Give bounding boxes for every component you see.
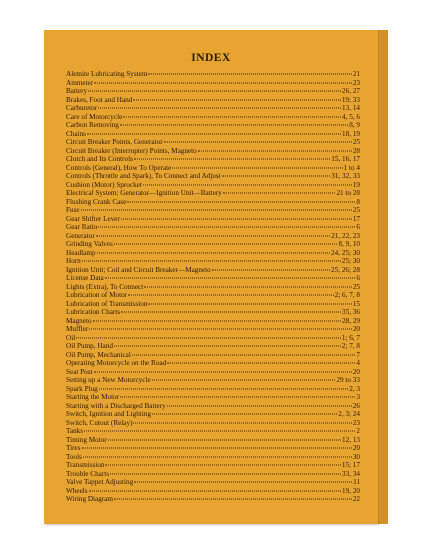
dot-leader	[89, 490, 341, 491]
index-entry-pages: 29 to 33	[336, 376, 360, 384]
dot-leader	[212, 269, 330, 270]
index-entry	[66, 478, 360, 487]
index-entry-label: Lubrication Charts	[66, 308, 121, 316]
index-entry-pages: 21, 22, 23	[331, 231, 360, 240]
index-entry-label: Controls (General), How To Operate	[66, 163, 172, 172]
index-entry-label: Lights (Extra), To Connect	[66, 282, 144, 291]
index-entry-label: License Data	[66, 274, 104, 282]
index-entry-pages: 25; 30	[341, 257, 360, 265]
index-entry-pages: 35, 36	[342, 308, 360, 316]
index-entry	[66, 113, 360, 122]
dot-leader	[108, 439, 341, 440]
index-entry	[66, 359, 360, 368]
index-entry-label: Transmission	[66, 461, 105, 469]
index-entry	[66, 342, 360, 351]
dot-leader	[152, 414, 337, 415]
index-entry	[66, 240, 360, 249]
index-entry-pages: 3	[356, 393, 360, 401]
index-entry	[66, 172, 360, 181]
index-entry-label: Controls (Throttle and Spark), To Connect and Adjust	[66, 172, 221, 180]
index-entry-label: Horn	[66, 257, 81, 265]
index-entry-label: Carburetor	[66, 104, 98, 112]
index-entry-label: Operating Motorcycle on the Road	[66, 359, 167, 367]
index-entry-pages: 20	[352, 325, 360, 333]
index-entry	[66, 402, 360, 411]
index-entry	[66, 104, 360, 113]
index-entry-pages: 15	[352, 299, 360, 308]
index-entry-label: Grinding Valves	[66, 240, 113, 248]
index-entry-label: Electrical System; Generator—Ignition Unit—Battery	[66, 189, 222, 197]
index-entry	[66, 87, 360, 96]
dot-leader	[143, 184, 352, 185]
index-entry-pages: 12, 13	[342, 435, 360, 444]
index-entry-label: Oil Pump, Mechanical	[66, 350, 131, 359]
index-entry	[66, 351, 360, 360]
index-entry-pages: 25	[352, 282, 360, 291]
index-entry	[66, 427, 360, 436]
index-entry-label: Fuse	[66, 206, 80, 214]
index-entry-pages: 30	[352, 452, 360, 461]
index-entry-label: Circuit Breaker (Interrupter) Points, Magneto	[66, 146, 197, 155]
dot-leader	[148, 74, 351, 75]
index-entry-label: Tires	[66, 444, 81, 452]
index-entry-pages: 20	[352, 367, 360, 376]
index-entry-label: Brakes, Foot and Hand	[66, 95, 133, 104]
index-entry-pages: 31, 32, 33	[331, 172, 360, 180]
dot-leader	[144, 286, 352, 287]
dot-leader	[84, 431, 355, 432]
dot-leader	[81, 210, 352, 211]
index-entry	[66, 410, 360, 419]
dot-leader	[123, 116, 341, 117]
index-entry-label: Flushing Crank Case	[66, 197, 127, 206]
dot-leader	[152, 380, 336, 381]
index-entry	[66, 164, 360, 173]
index-page	[44, 30, 378, 524]
index-entry-label: Carbon Removing	[66, 121, 119, 129]
index-entry-label: Circuit Breaker Points, Generator	[66, 138, 163, 146]
index-entry-label: Tools	[66, 452, 82, 461]
dot-leader	[167, 405, 352, 406]
dot-leader	[87, 133, 341, 134]
index-entry	[66, 79, 360, 88]
index-entry-label: Clutch and Its Controls	[66, 155, 133, 163]
index-entry	[66, 453, 360, 462]
index-entry	[66, 436, 360, 445]
dot-leader	[82, 448, 352, 449]
dot-leader	[93, 320, 341, 321]
dot-leader	[82, 261, 341, 262]
dot-leader	[98, 108, 341, 109]
index-entry	[66, 223, 360, 232]
index-entry	[66, 274, 360, 283]
index-entry-pages: 2; 7, 8	[341, 342, 360, 350]
index-entry-label: Lubrication of Motor	[66, 291, 128, 299]
index-entry	[66, 249, 360, 258]
index-entry-label: Gear Ratio	[66, 223, 98, 231]
index-entry-pages: 25, 26; 28	[331, 265, 360, 274]
index-entry-pages: 11	[353, 478, 360, 486]
index-entry	[66, 130, 360, 139]
index-entry-label: Gear Shifter Lever	[66, 214, 120, 223]
dot-leader	[89, 329, 352, 330]
index-entry-pages: 17	[352, 214, 360, 223]
dot-leader	[127, 201, 355, 202]
index-entry-label: Starting with a Discharged Battery	[66, 401, 166, 410]
index-entry-label: Magneto	[66, 316, 92, 325]
index-entry-pages: 13, 14	[342, 104, 360, 112]
index-entry	[66, 368, 360, 377]
index-entry	[66, 189, 360, 198]
index-entry-pages: 21	[352, 70, 360, 78]
index-entry	[66, 308, 360, 317]
dot-leader	[134, 482, 352, 483]
index-entry-pages: 25	[352, 206, 360, 214]
dot-leader	[105, 278, 356, 279]
dot-leader	[121, 312, 341, 313]
index-entry	[66, 181, 360, 190]
index-entry	[66, 232, 360, 241]
dot-leader	[132, 354, 356, 355]
index-entry	[66, 495, 360, 504]
index-entry	[66, 487, 360, 496]
index-entry-pages: 8	[356, 197, 360, 206]
index-entry-label: Trouble Charts	[66, 469, 110, 478]
index-entry-label: Generator	[66, 231, 95, 240]
dot-leader	[94, 371, 352, 372]
index-entry	[66, 155, 360, 164]
dot-leader	[223, 193, 336, 194]
dot-leader	[164, 142, 352, 143]
index-entry	[66, 300, 360, 309]
dot-leader	[148, 303, 351, 304]
dot-leader	[76, 337, 341, 338]
index-entry-pages: 7	[356, 350, 360, 359]
index-entry-label: Switch, Cutout (Relay)	[66, 418, 133, 427]
dot-leader	[105, 465, 340, 466]
index-entry-pages: 8, 9, 10	[338, 240, 360, 248]
index-entry-label: Care of Motorcycle	[66, 112, 123, 121]
index-entry	[66, 70, 360, 79]
dot-leader	[120, 125, 348, 126]
index-entry	[66, 198, 360, 207]
index-entry	[66, 215, 360, 224]
index-entry	[66, 385, 360, 394]
index-entry-label: Oil Pump, Hand	[66, 342, 113, 350]
index-entry-pages: 19, 20	[342, 486, 360, 495]
index-entry-label: Ammeter	[66, 78, 94, 87]
index-entry-label: Ignition Unit; Coil and Circuit Breaker—Magneto	[66, 265, 211, 274]
index-entry-label: Battery	[66, 87, 88, 95]
dot-leader	[114, 346, 341, 347]
index-entry-label: Valve Tappet Adjusting	[66, 478, 134, 486]
page-title: INDEX	[191, 52, 231, 64]
index-entry-pages: 23	[352, 418, 360, 427]
dot-leader	[99, 388, 348, 389]
index-entry-pages: 33, 34	[342, 469, 360, 478]
index-entry-pages: 19; 33	[341, 95, 360, 104]
index-entry-label: Timing Motor	[66, 435, 107, 444]
index-entry	[66, 138, 360, 147]
index-entry	[66, 444, 360, 453]
index-entry-pages: 4	[356, 359, 360, 367]
index-entry	[66, 376, 360, 385]
dot-leader	[134, 159, 330, 160]
index-entry	[66, 325, 360, 334]
index-entry-pages: 2, 3	[349, 384, 360, 393]
index-entry-pages: 4, 5, 6	[342, 112, 360, 121]
dot-leader	[94, 82, 352, 83]
index-entry-label: Switch, Ignition and Lighting	[66, 410, 152, 418]
dot-leader	[198, 150, 352, 151]
index-entry-pages: 28	[352, 146, 360, 155]
dot-leader	[83, 456, 352, 457]
index-entry	[66, 470, 360, 479]
index-entry-label: Wheels	[66, 486, 88, 495]
index-entry-pages: 26, 27	[342, 87, 360, 95]
index-entry-pages: 19	[352, 180, 360, 189]
index-entry-label: Lubrication of Transmission	[66, 299, 148, 308]
index-entry	[66, 121, 360, 130]
index-entry-label: Seat Post	[66, 367, 93, 376]
index-entry	[66, 334, 360, 343]
index-entry-pages: 25	[352, 138, 360, 146]
index-entry	[66, 283, 360, 292]
index-entry	[66, 147, 360, 156]
dot-leader	[88, 91, 341, 92]
index-entry-label: Muffler	[66, 325, 89, 333]
dot-leader	[133, 99, 341, 100]
page-edge	[378, 30, 388, 524]
dot-leader	[97, 252, 331, 253]
index-entry-label: Setting up a New Motorcycle	[66, 376, 151, 384]
index-entry-pages: 8, 9	[349, 121, 360, 129]
index-entry-pages: 22	[352, 495, 360, 503]
index-entry	[66, 257, 360, 266]
index-entry-pages: 23	[352, 78, 360, 87]
index-entry	[66, 317, 360, 326]
index-entry-pages: 2, 3; 24	[338, 410, 360, 418]
index-entry-label: Wiring Diagram	[66, 495, 114, 503]
index-entry-pages: 28, 29	[342, 316, 360, 325]
dot-leader	[120, 397, 355, 398]
index-entry-label: Tanks	[66, 427, 84, 435]
index-entry-pages: 21 to 28	[336, 189, 360, 197]
index-entry-pages: 2	[356, 427, 360, 435]
index-entry-label: Spark Plug	[66, 384, 98, 393]
dot-leader	[222, 176, 331, 177]
index-entry-label: Starting the Motor	[66, 393, 120, 401]
dot-leader	[128, 295, 334, 296]
dot-leader	[167, 363, 355, 364]
index-entry-pages: 26	[352, 401, 360, 410]
index-entry-label: Oil	[66, 333, 76, 342]
dot-leader	[96, 235, 331, 236]
dot-leader	[172, 167, 342, 168]
dot-leader	[110, 473, 341, 474]
index-entry-label: Alemite Lubricating System	[66, 70, 148, 78]
index-entry	[66, 206, 360, 215]
index-entry	[66, 266, 360, 275]
index-entry-pages: 2; 6, 7, 8	[334, 291, 360, 299]
dot-leader	[121, 218, 352, 219]
index-entry-pages: 15, 16, 17	[331, 155, 360, 163]
index-entry-pages: 24, 25; 30	[331, 248, 360, 257]
index-entry	[66, 291, 360, 300]
index-entry-pages: 18, 19	[342, 129, 360, 138]
dot-leader	[98, 227, 355, 228]
index-entry	[66, 419, 360, 428]
index-entry-pages: 6	[356, 274, 360, 282]
index-entry	[66, 461, 360, 470]
dot-leader	[114, 499, 352, 500]
index-list	[66, 70, 360, 504]
dot-leader	[133, 422, 351, 423]
index-entry-pages: 6	[356, 223, 360, 231]
dot-leader	[114, 244, 338, 245]
index-entry-label: Headlamp	[66, 248, 96, 257]
index-entry-pages: 1 to 4	[343, 163, 360, 172]
index-entry-label: Cushion (Motor) Sprocket	[66, 180, 142, 189]
index-entry	[66, 96, 360, 105]
index-entry-pages: 1; 6, 7	[341, 333, 360, 342]
index-entry-label: Chains	[66, 129, 86, 138]
index-entry-pages: 20	[352, 444, 360, 452]
index-entry	[66, 393, 360, 402]
index-entry-pages: 15; 17	[341, 461, 360, 469]
